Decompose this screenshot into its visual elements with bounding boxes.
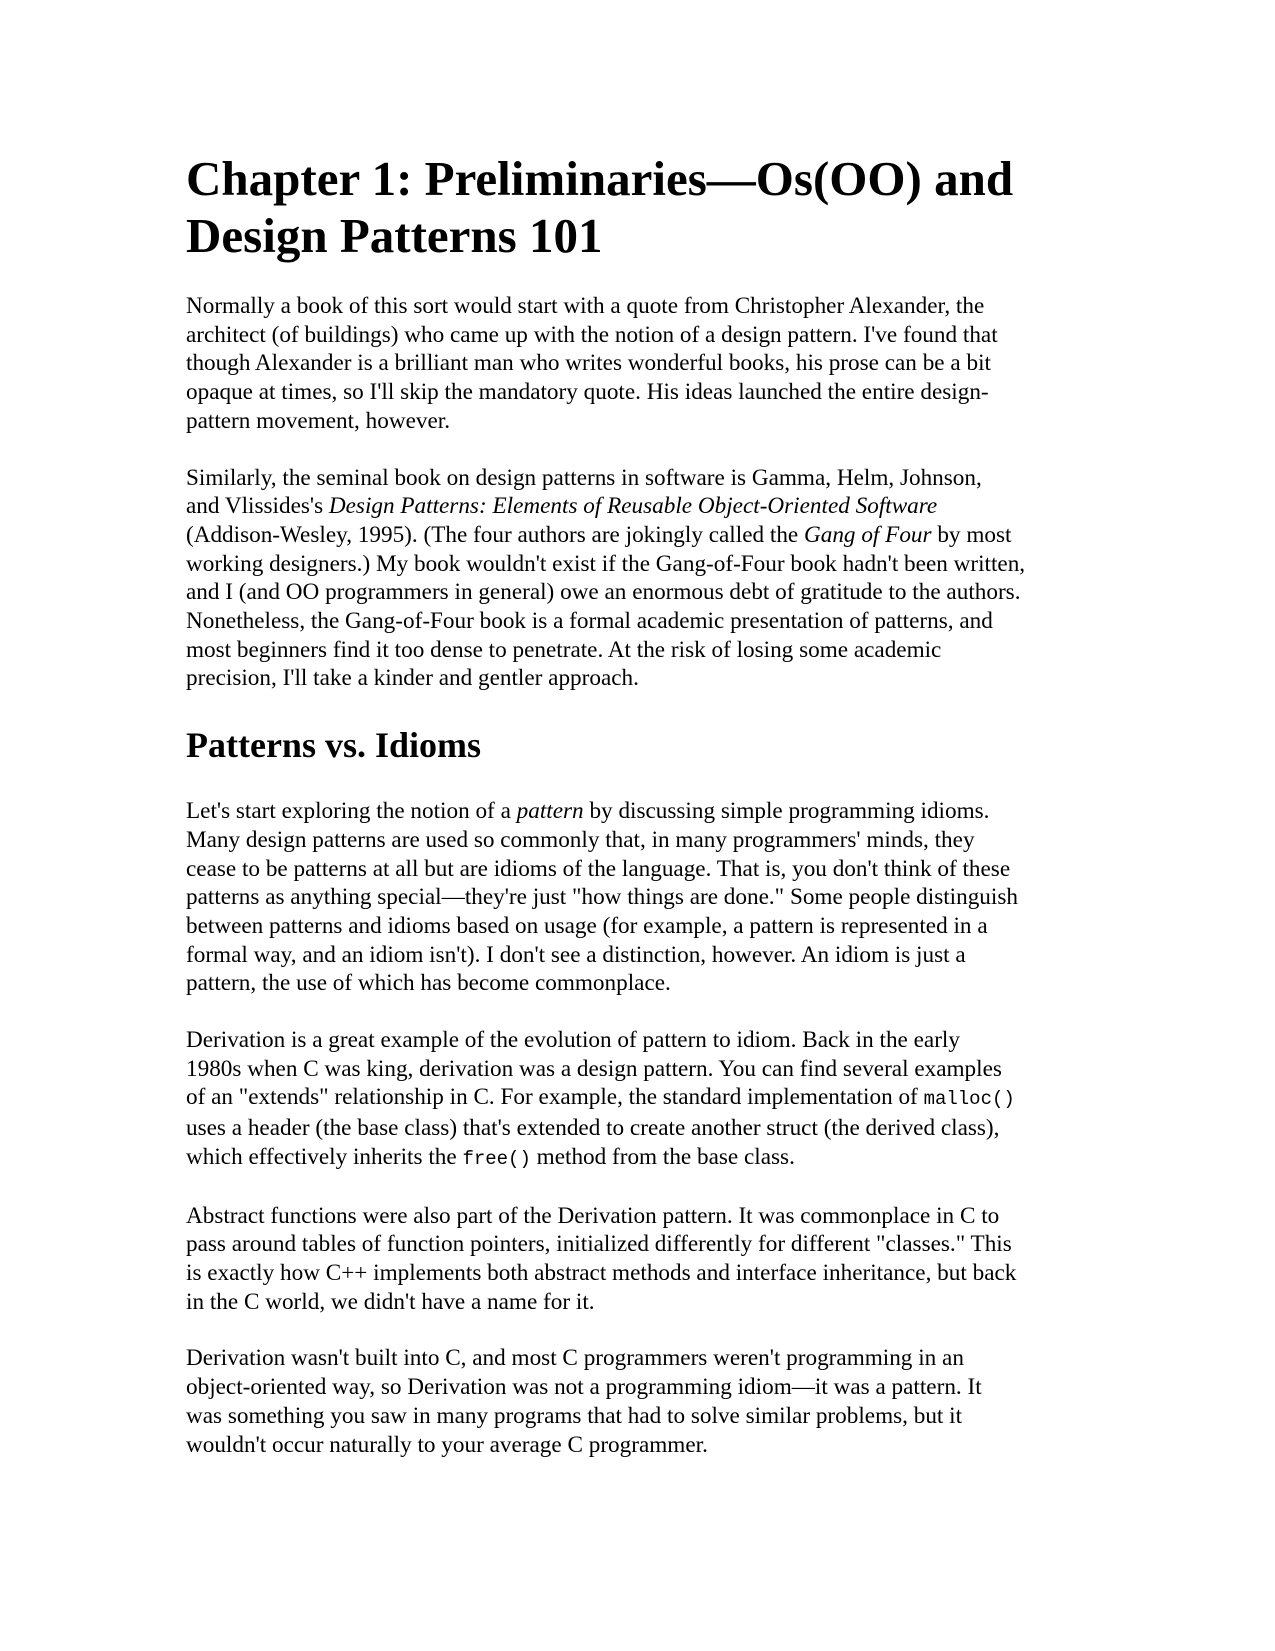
- text-line: Derivation wasn't built into C, and most C programmers weren't programming in an: [186, 1345, 964, 1372]
- text-line: most beginners find it too dense to penetrate. At the risk of losing some academic: [186, 636, 942, 663]
- text-line: object-oriented way, so Derivation was not a programming idiom—it was a pattern. It: [186, 1374, 982, 1401]
- section-heading: Patterns vs. Idioms: [186, 725, 481, 766]
- text-line: though Alexander is a brilliant man who writes wonderful books, his prose can be a bit: [186, 350, 991, 377]
- text-line: pass around tables of function pointers, initialized differently for different "classes." This: [186, 1231, 1012, 1258]
- text-line: and I (and OO programmers in general) owe an enormous debt of gratitude to the authors.: [186, 579, 1021, 606]
- text-line: [186, 492, 1096, 521]
- text-line: between patterns and idioms based on usage (for example, a pattern is represented in a: [186, 912, 988, 939]
- text-line: Derivation is a great example of the evolution of pattern to idiom. Back in the early: [186, 1027, 960, 1054]
- text-line: Many design patterns are used so commonly that, in many programmers' minds, they: [186, 826, 975, 853]
- chapter-title: [186, 150, 1096, 264]
- text-line: Nonetheless, the Gang-of-Four book is a formal academic presentation of patterns, and: [186, 608, 993, 635]
- chapter-title-line: Design Patterns 101: [186, 208, 603, 263]
- document-page: [186, 150, 1096, 1487]
- code-free: free(): [462, 1147, 531, 1170]
- text-line: uses a header (the base class) that's extended to create another struct (the derived class),: [186, 1115, 1000, 1142]
- paragraph-abstract-functions: [186, 1202, 1096, 1317]
- text-line: working designers.) My book wouldn't exist if the Gang-of-Four book hadn't been written,: [186, 550, 1026, 577]
- text-line: pattern movement, however.: [186, 407, 450, 434]
- text-line: 1980s when C was king, derivation was a design pattern. You can find several examples: [186, 1055, 1002, 1082]
- chapter-title-line: Chapter 1: Preliminaries—Os(OO) and: [186, 151, 1014, 206]
- text-line: wouldn't occur naturally to your average C programmer.: [186, 1431, 708, 1458]
- paragraph-derivation: [186, 1026, 1096, 1174]
- text-line: is exactly how C++ implements both abstract methods and interface inheritance, but back: [186, 1259, 1017, 1286]
- paragraph-derivation-pattern: [186, 1344, 1096, 1459]
- text-run: and Vlissides's: [186, 493, 329, 520]
- text-line: pattern, the use of which has become commonplace.: [186, 970, 671, 997]
- text-run: (Addison-Wesley, 1995). (The four authors are jokingly called the: [186, 521, 804, 548]
- text-line: cease to be patterns at all but are idioms of the language. That is, you don't think of these: [186, 855, 1011, 882]
- gang-of-four-term: Gang of Four: [804, 521, 932, 548]
- text-line: architect (of buildings) who came up with the notion of a design pattern. I've found that: [186, 321, 998, 348]
- text-line: Abstract functions were also part of the Derivation pattern. It was commonplace in C to: [186, 1202, 1000, 1229]
- text-run: by most: [931, 521, 1012, 548]
- text-run: Let's start exploring the notion of a: [186, 798, 517, 825]
- text-run: method from the base class.: [530, 1143, 795, 1170]
- pattern-term: pattern: [516, 798, 584, 825]
- text-run: which effectively inherits the: [186, 1143, 463, 1170]
- paragraph-intro: [186, 292, 1096, 436]
- text-line: [186, 797, 1096, 826]
- text-line: patterns as anything special—they're just "how things are done." Some people distinguish: [186, 884, 1018, 911]
- book-title: Design Patterns: Elements of Reusable Object-Oriented Software: [328, 493, 938, 520]
- text-line: Normally a book of this sort would start with a quote from Christopher Alexander, the: [186, 293, 985, 319]
- text-line: [186, 1143, 1096, 1174]
- text-line: opaque at times, so I'll skip the mandatory quote. His ideas launched the entire design-: [186, 379, 989, 406]
- paragraph-gang-of-four: [186, 464, 1096, 694]
- text-line: formal way, and an idiom isn't). I don't see a distinction, however. An idiom is just a: [186, 941, 966, 968]
- text-run: by discussing simple programming idioms.: [583, 798, 990, 825]
- code-malloc: malloc(): [923, 1088, 1015, 1111]
- text-run: of an "extends" relationship in C. For example, the standard implementation of: [186, 1084, 924, 1111]
- paragraph-idioms: [186, 797, 1096, 998]
- text-line: Similarly, the seminal book on design patterns in software is Gamma, Helm, Johnson,: [186, 464, 982, 491]
- text-line: precision, I'll take a kinder and gentler approach.: [186, 665, 639, 692]
- text-line: [186, 521, 1096, 550]
- text-line: [186, 1083, 1096, 1114]
- text-line: was something you saw in many programs that had to solve similar problems, but it: [186, 1402, 963, 1429]
- text-line: in the C world, we didn't have a name for it.: [186, 1288, 595, 1315]
